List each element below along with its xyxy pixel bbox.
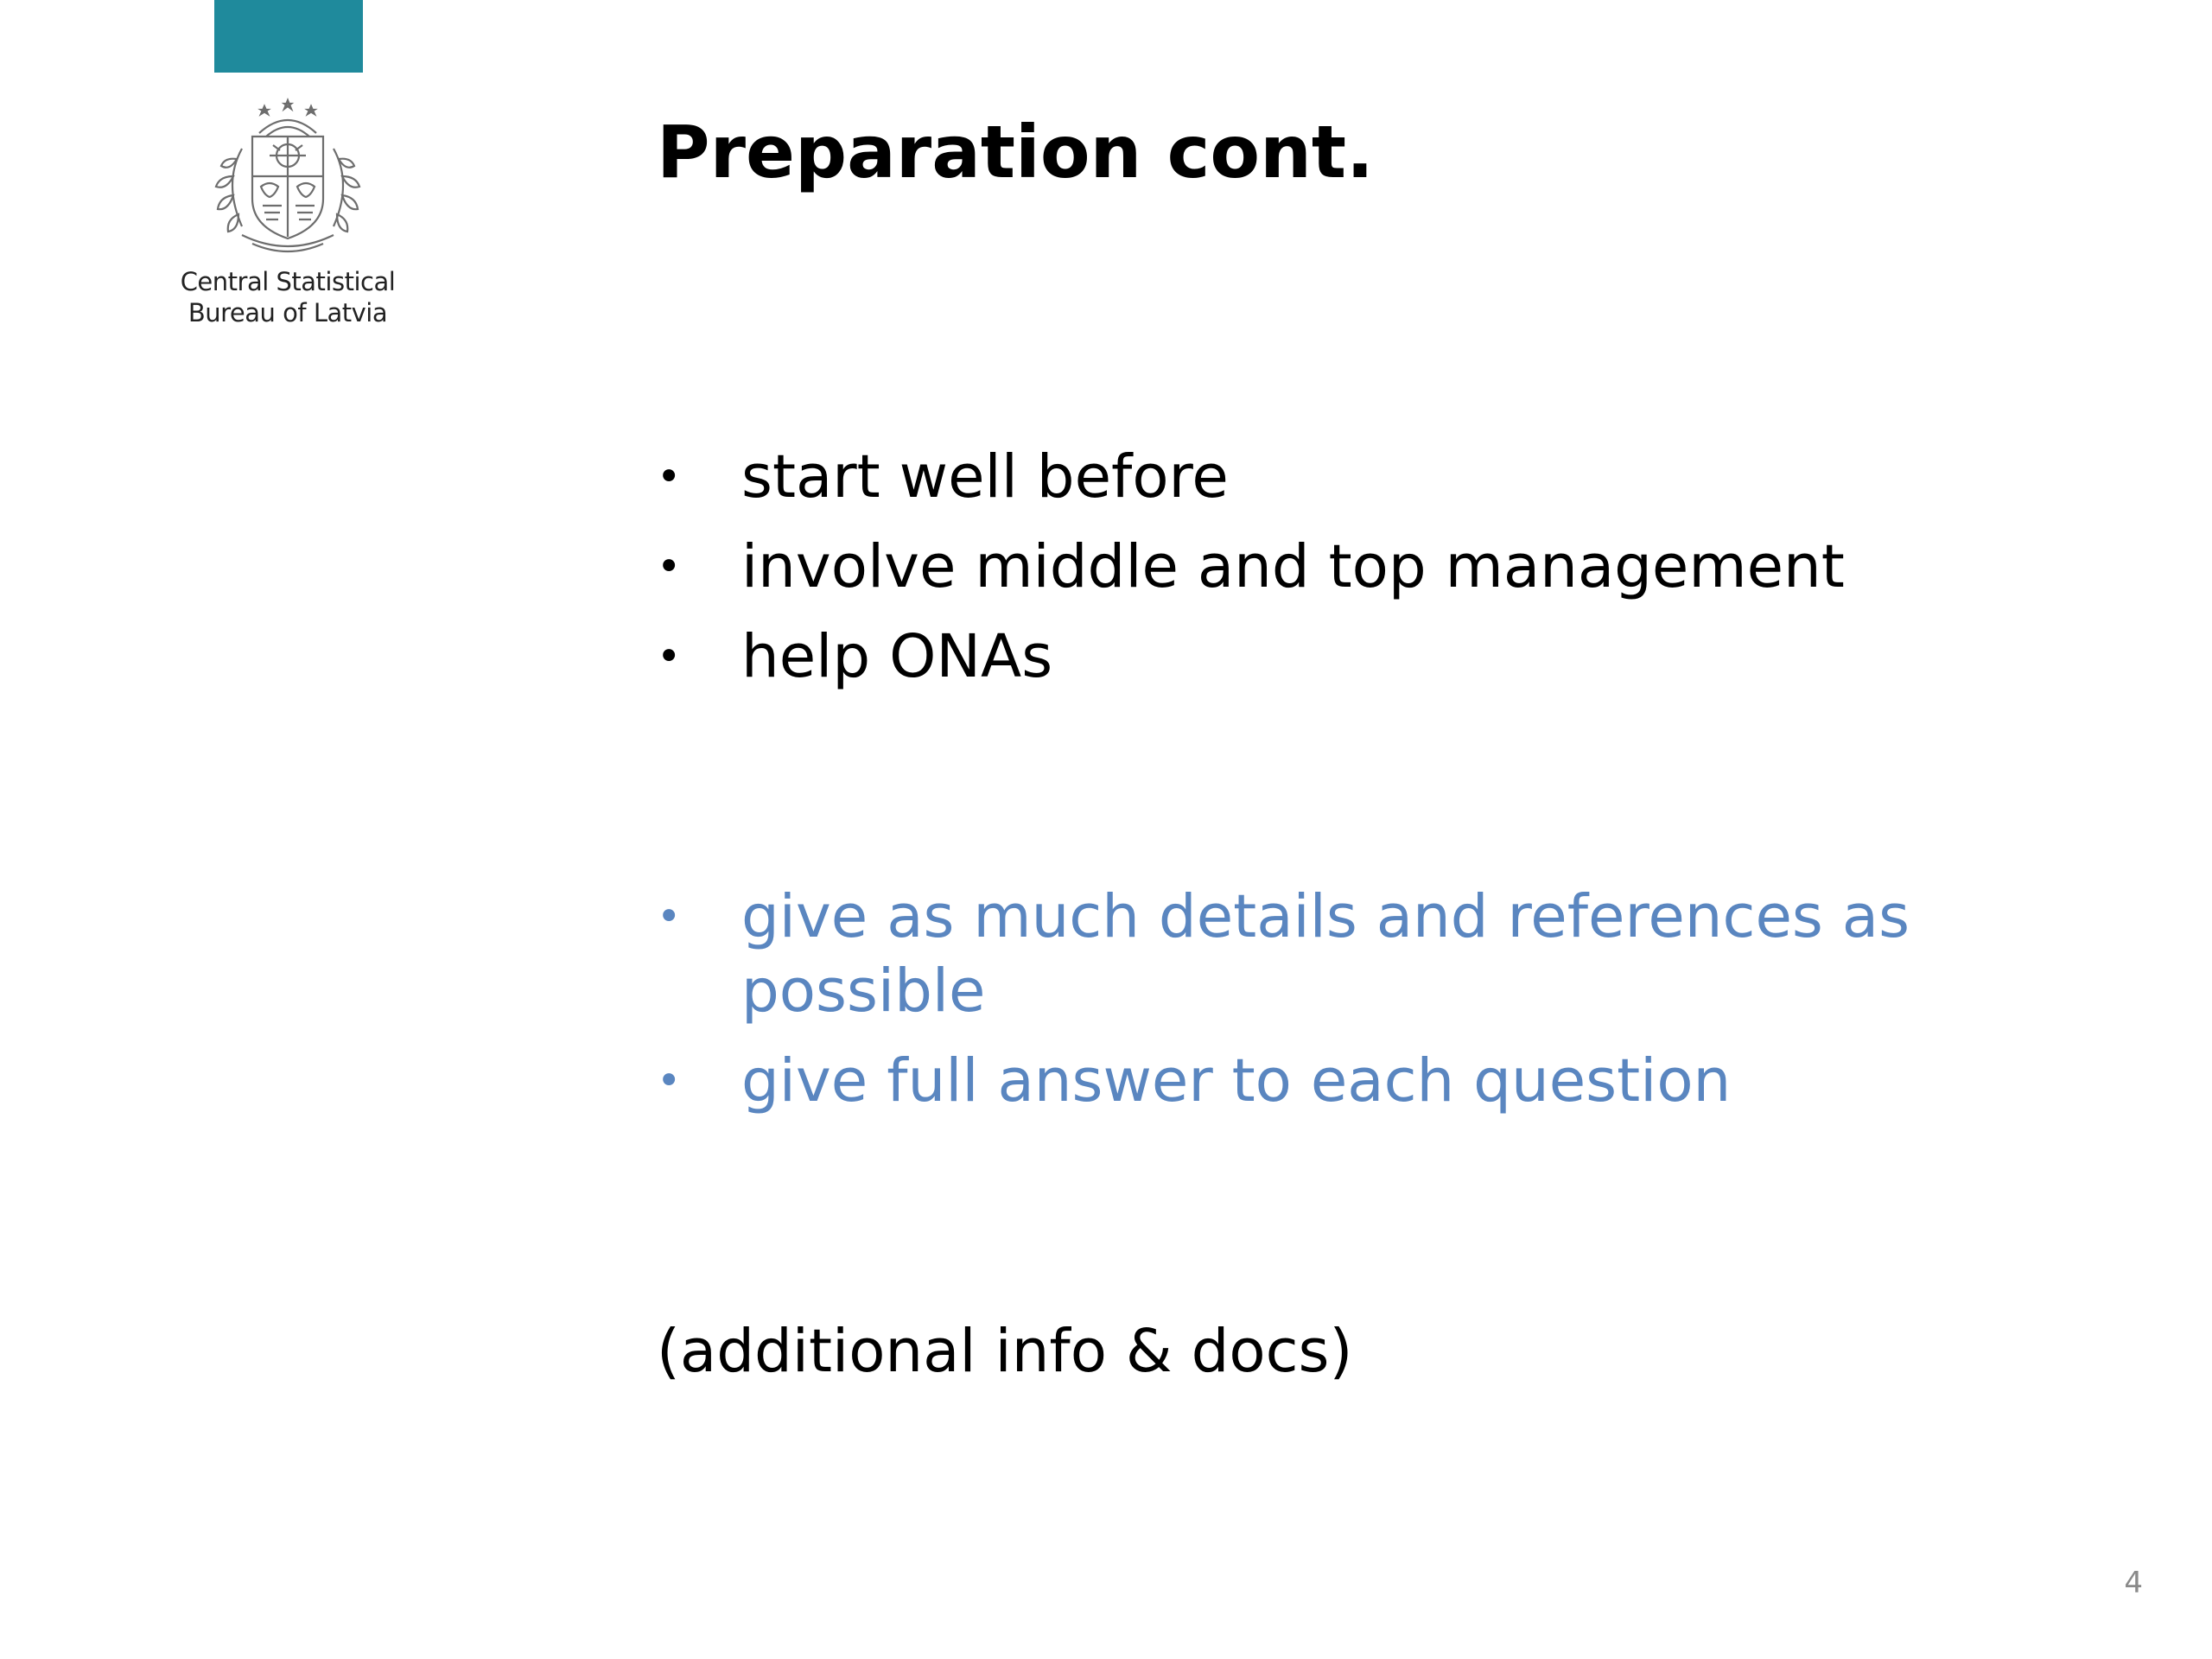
bullet-text: give as much details and references as possible [741,882,1910,1026]
bullet-item [657,432,2039,522]
bullet-marker: • [657,453,682,501]
highlight-bullet-item [657,880,2039,1028]
organization-name-line-1: Central Statistical [180,267,396,296]
latvia-coat-of-arms-icon [207,97,368,261]
bullet-marker: • [657,632,682,681]
bullet-text: start well before [741,442,1229,512]
organization-name [130,266,446,328]
organization-name-line-2: Bureau of Latvia [188,298,388,327]
bullet-marker: • [657,1057,682,1105]
bullet-text: give full answer to each question [741,1046,1732,1116]
bullet-marker: • [657,893,682,941]
brand-accent-bar [214,0,363,73]
page-number: 4 [2124,1566,2143,1600]
closing-note: (additional info & docs) [657,1317,1353,1386]
bullet-marker: • [657,543,682,591]
highlight-bullet-list [657,880,2039,1134]
bullet-item [657,522,2039,612]
bullet-text: help ONAs [741,622,1053,691]
bullet-text: involve middle and top management [741,532,1845,601]
primary-bullet-list [657,432,2039,702]
slide-title: Preparation cont. [657,110,1374,194]
bullet-item [657,612,2039,702]
highlight-bullet-item [657,1044,2039,1118]
